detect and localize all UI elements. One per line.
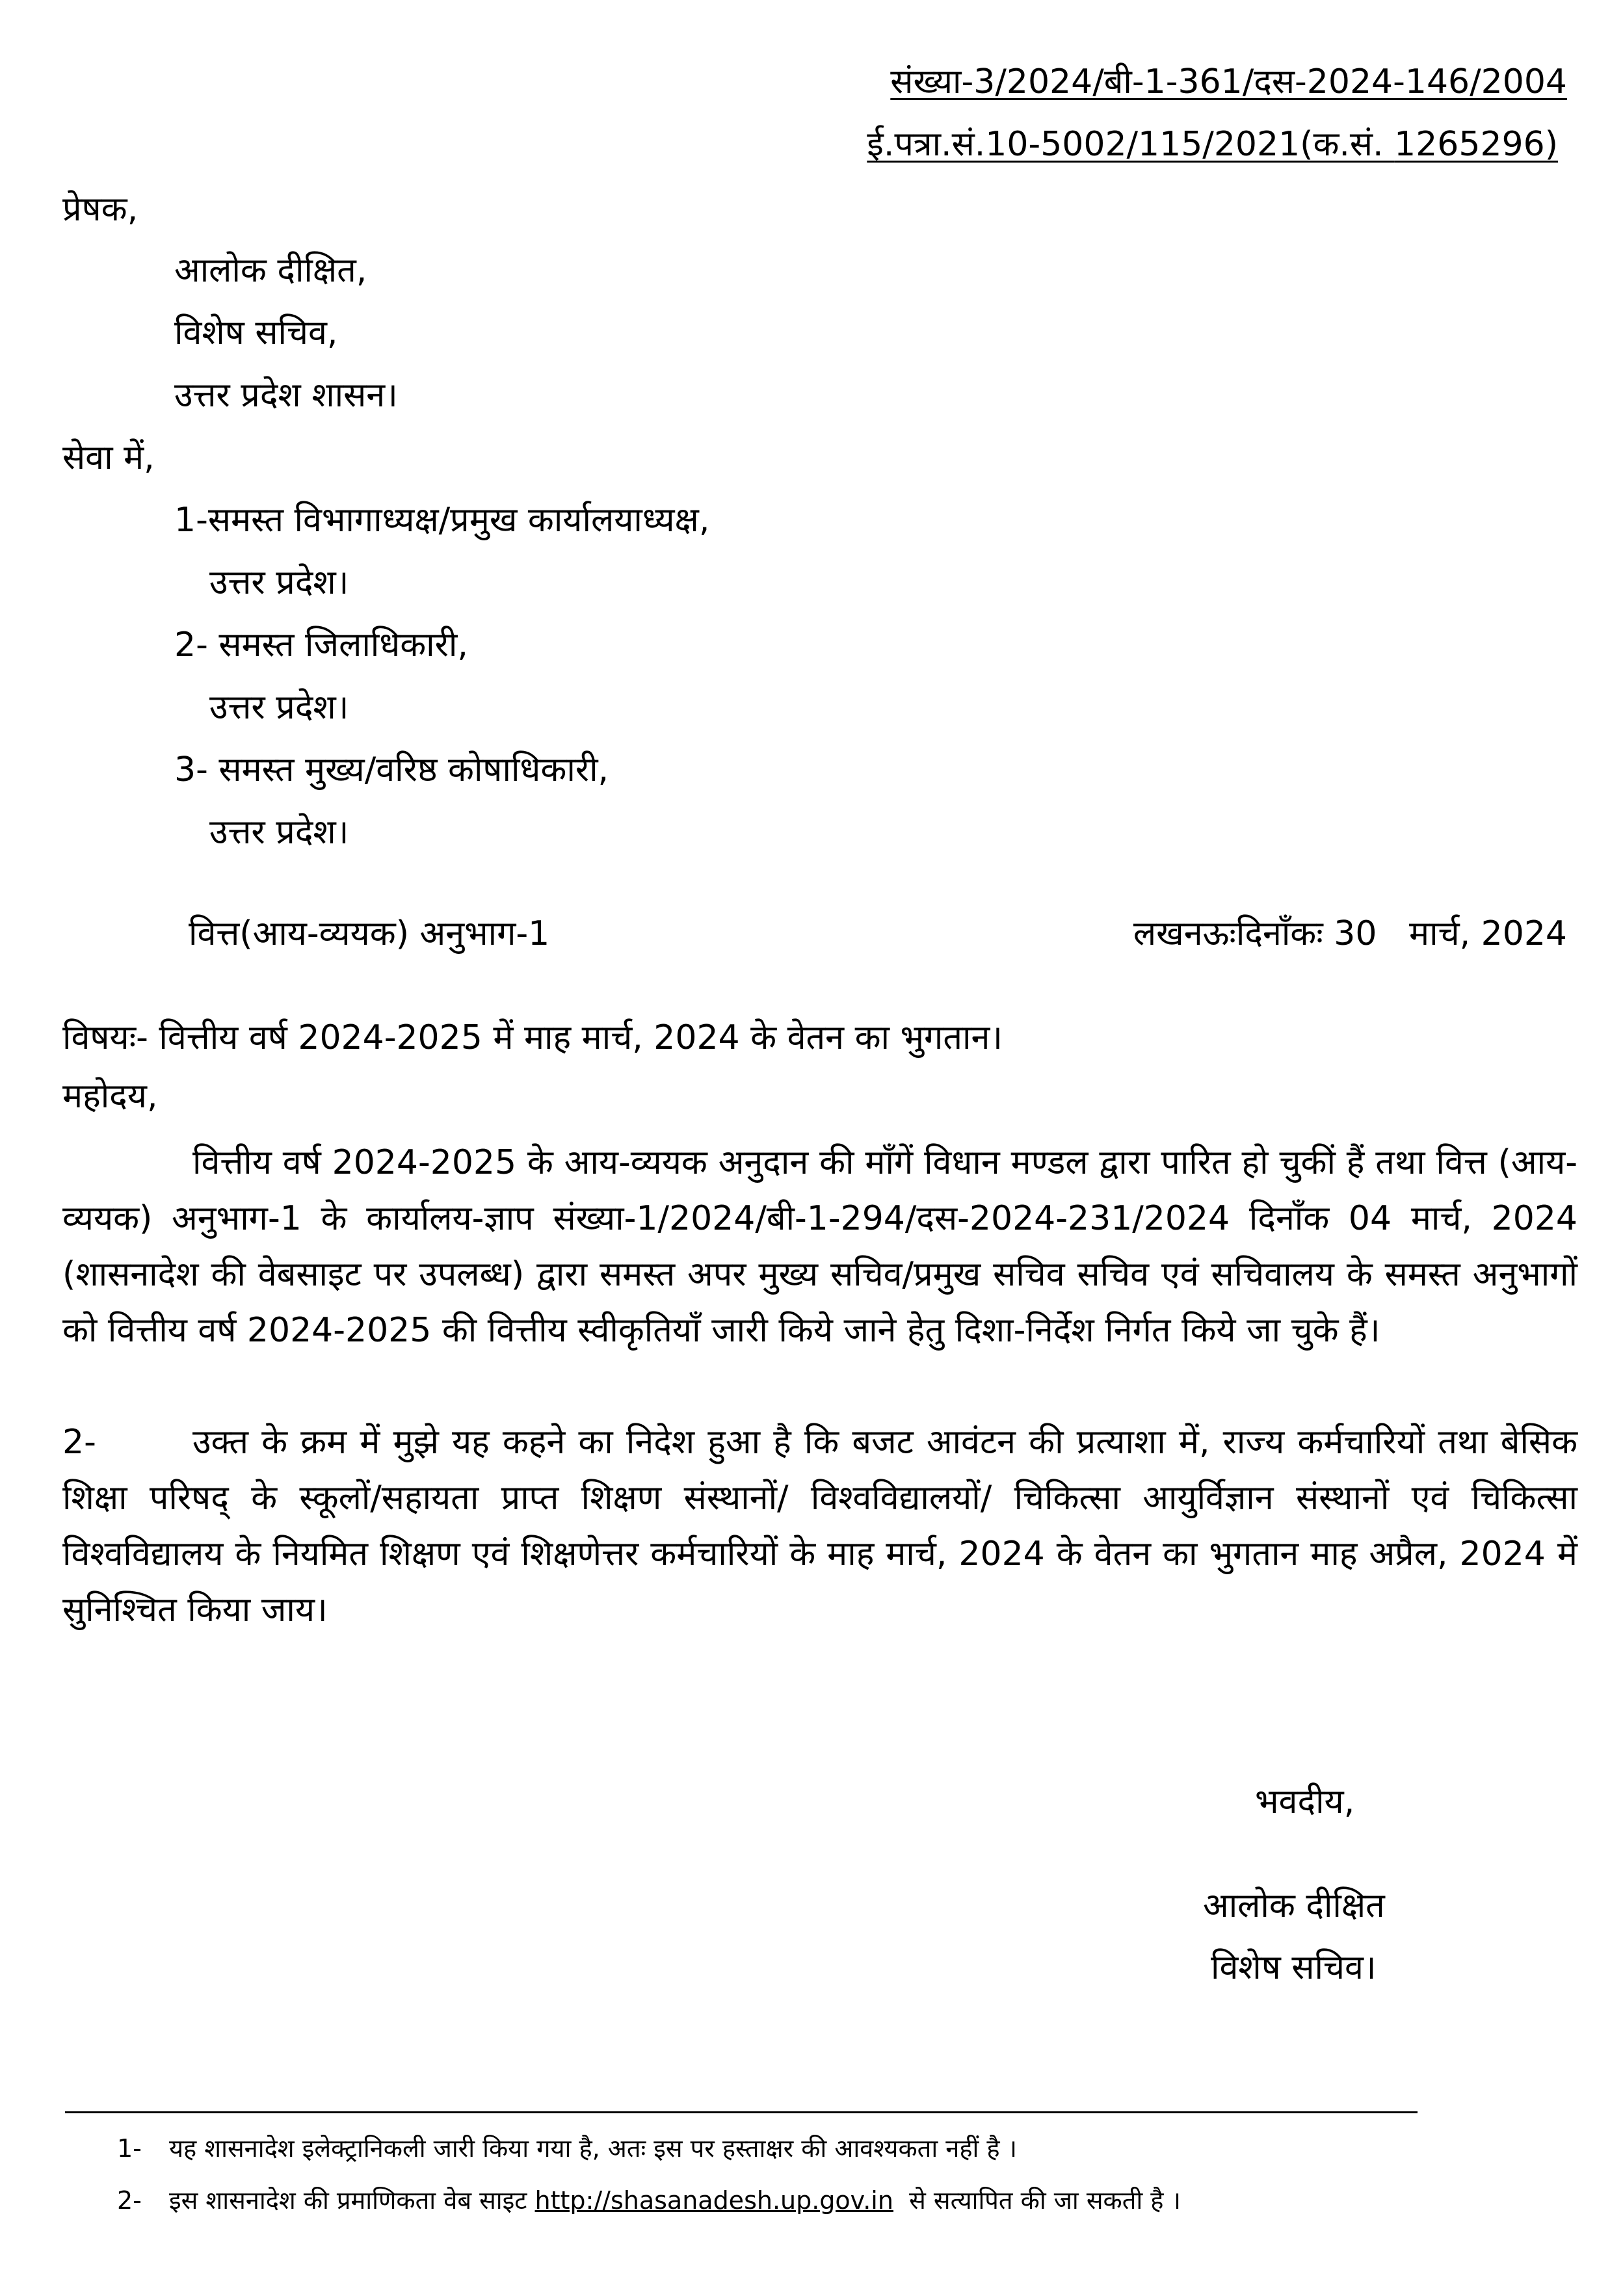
letter-date: लखनऊःदिनाँकः 30 मार्च, 2024: [1133, 914, 1567, 953]
footnote-2: [117, 2188, 1181, 2213]
recipient-1-title: 1-समस्त विभागाध्यक्ष/प्रमुख कार्यालयाध्यक्ष,: [174, 501, 710, 540]
recipient-3-place: उत्तर प्रदेश।: [209, 813, 349, 852]
epatra-prefix: ई.पत्रा.सं.10-5002/115/2021(क.सं.: [867, 125, 1395, 164]
paragraph-1: वित्तीय वर्ष 2024-2025 के आय-व्ययक अनुदान की माँगें विधान मण्डल द्वारा पारित हो चुकीं हैं तथा वित्त (आय-व्ययक) अनुभाग-1 के कार्यालय-ज्ञाप संख्या-1/2024/बी-1-294/दस-2024-231/2024 दिनाँक 04 मार्च, 2024 (शासनादेश की वेबसाइट पर उपलब्ध) द्वारा समस्त अपर मुख्य सचिव/प्रमुख सचिव सचिव एवं सचिवालय के समस्त अनुभागों को वित्तीय वर्ष 2024-2025 की वित्तीय स्वीकृतियाँ जारी किये जाने हेतु दिशा-निर्देश निर्गत किये जा चुके हैं।: [62, 1143, 1577, 1350]
epatra-number: [867, 125, 1558, 164]
recipient-3-title: 3- समस्त मुख्य/वरिष्ठ कोषाधिकारी,: [174, 750, 609, 789]
footnote-divider: [65, 2111, 1418, 2113]
footnote-1-number: 1-: [117, 2134, 142, 2163]
sender-label: प्रेषक,: [62, 190, 139, 229]
department-section: वित्त(आय-व्ययक) अनुभाग-1: [189, 914, 550, 953]
recipients-label: सेवा में,: [62, 438, 155, 477]
epatra-id: 1265296): [1394, 125, 1558, 164]
verification-link[interactable]: http://shasanadesh.up.gov.in: [534, 2186, 893, 2215]
sender-name: आलोक दीक्षित,: [174, 251, 367, 290]
subject-line: विषयः- वित्तीय वर्ष 2024-2025 में माह मार्च, 2024 के वेतन का भुगतान।: [62, 1018, 1003, 1057]
salutation: महोदय,: [62, 1077, 158, 1116]
paragraph-2-text: उक्त के क्रम में मुझे यह कहने का निदेश हुआ है कि बजट आवंटन की प्रत्याशा में, राज्य कर्मचारियों तथा बेसिक शिक्षा परिषद् के स्कूलों/सहायता प्राप्त शिक्षण संस्थानों/ विश्वविद्यालयों/ चिकित्सा आयुर्विज्ञान संस्थानों एवं चिकित्सा विश्वविद्यालय के नियमित शिक्षण एवं शिक्षणेत्तर कर्मचारियों के माह मार्च, 2024 के वेतन का भुगतान माह अप्रैल, 2024 में सुनिश्चित किया जाय।: [62, 1423, 1577, 1630]
signatory-designation: विशेष सचिव।: [1211, 1948, 1377, 1987]
footnote-1: [117, 2136, 1017, 2161]
recipient-2-place: उत्तर प्रदेश।: [209, 688, 349, 727]
sender-designation: विशेष सचिव,: [174, 313, 338, 352]
recipient-1-place: उत्तर प्रदेश।: [209, 563, 349, 602]
footnote-1-text: यह शासनादेश इलेक्ट्रानिकली जारी किया गया है, अतः इस पर हस्ताक्षर की आवश्यकता नहीं है ।: [169, 2134, 1018, 2163]
footnote-2-text-before: इस शासनादेश की प्रमाणिकता वेब साइट: [169, 2186, 535, 2215]
footnote-2-number: 2-: [117, 2186, 142, 2215]
paragraph-2: [62, 1414, 1577, 1638]
valediction: भवदीय,: [1255, 1782, 1355, 1821]
sender-office: उत्तर प्रदेश शासन।: [174, 376, 398, 415]
signatory-name: आलोक दीक्षित: [1203, 1886, 1385, 1925]
footnote-2-text-after: से सत्यापित की जा सकती है ।: [893, 2186, 1181, 2215]
recipient-2-title: 2- समस्त जिलाधिकारी,: [174, 626, 468, 665]
reference-number: संख्या-3/2024/बी-1-361/दस-2024-146/2004: [890, 62, 1567, 101]
paragraph-2-number: 2-: [62, 1423, 96, 1462]
